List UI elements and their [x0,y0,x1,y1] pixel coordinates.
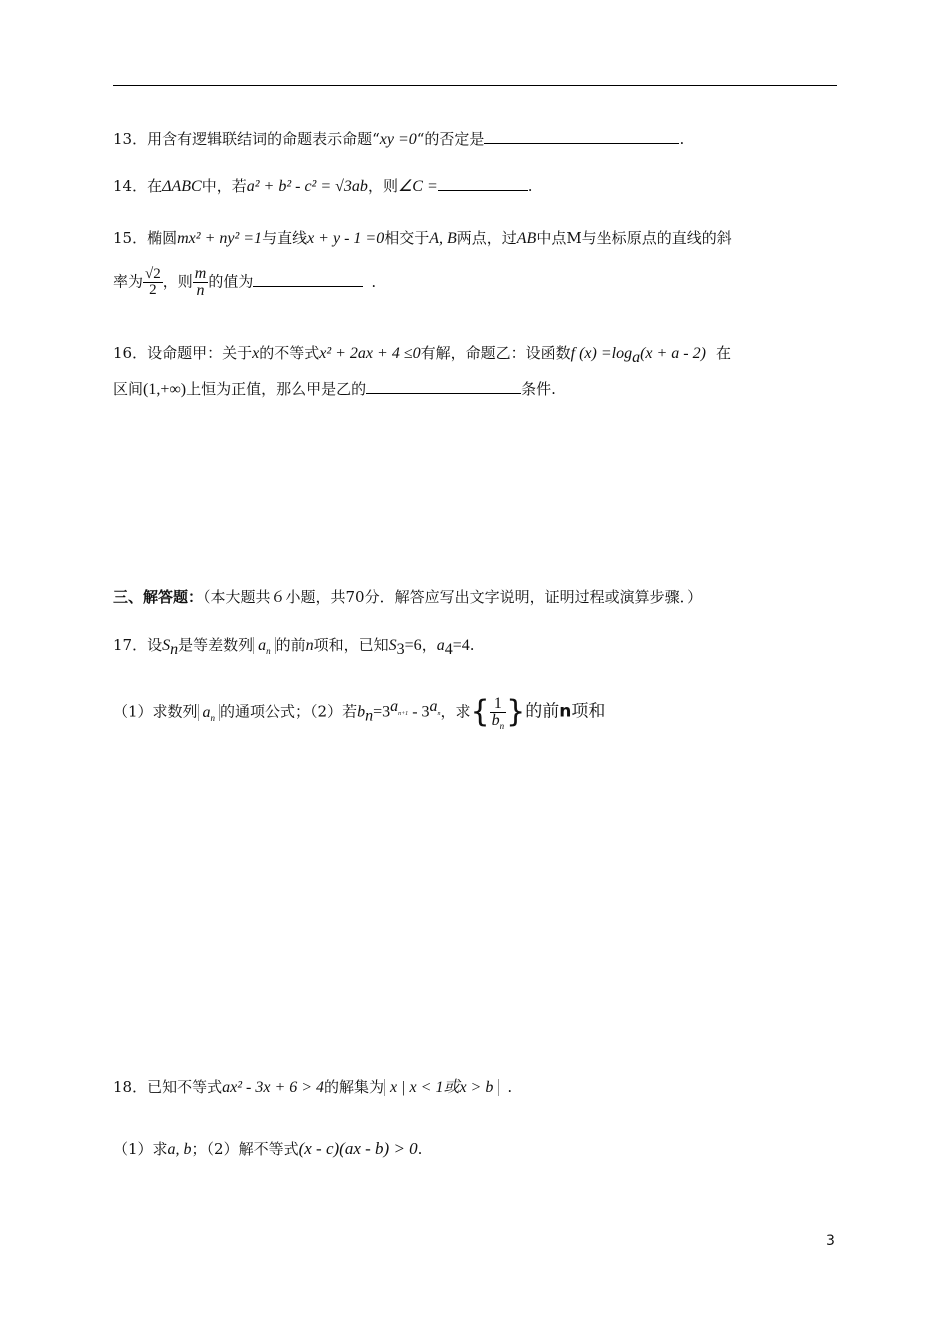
q17-part1: （1）求数列 [113,702,198,721]
q13-answer-blank[interactable] [484,142,679,144]
q17-text3: 的前 [275,636,306,654]
q18-number: 18． [113,1078,148,1096]
q17-sn: S [162,637,171,654]
q17-part3: 的前 [525,701,560,722]
q17-part2: ，求 [440,702,471,721]
question-18-line2 [113,1140,422,1158]
q17-text2: 是等差数列 [178,636,254,654]
q17-s3-value: =6 [404,637,422,654]
question-17-line1: 17．设$S_n$是等差数列 $a_n$ 的前n项和，已知$S_3=6$，$a_4=4$. [113,636,475,658]
q16-text1: 设命题甲：关于 [147,344,253,362]
q16-text6: 上恒为正值，那么甲是乙的 [186,380,367,398]
q17-a4: a [436,637,445,654]
question-17-line2: （1）求数列 $a_n$ 的通项公式；（2）若$b_n=3^{a_{n+1}} - 3^{a_n}$，求{ $\frac{1}{b_n}$ }的前n项和 [113,694,606,732]
q17-comma: ， [421,636,437,654]
section-3-title: 三、解答题： [113,588,204,606]
q18-part1: （1）求 [113,1140,168,1158]
q15-expr1: mx² + ny² =1 [177,230,263,247]
q17-part1b: 的通项公式；（2）若 [220,702,358,721]
q17-number: 17． [113,636,148,654]
q15-text3: 相交于 [384,229,430,247]
q16-expr1: x² + 2ax + 4 ≤0 [319,345,421,362]
q17-n-bold: n [559,701,572,722]
q15-text6: 率为 [113,272,144,291]
q17-n: n [305,637,314,654]
q18-text1: 已知不等式 [147,1078,223,1096]
q16-text7: 条件. [521,380,556,398]
question-13 [113,132,684,148]
q16-x: x [252,345,260,362]
q17-an-set: $a_n$ [253,637,276,654]
q16-expr2: f (x) =log [570,345,633,362]
q17-end: . [469,636,475,654]
q15-end: . [371,272,377,291]
q15-slope-num: √2 [145,266,161,282]
q17-an-2: a [202,703,211,721]
q17-bn-expr: =3 [373,703,391,721]
q18-inequality: (x - c)(ax - b) > 0 [298,1139,418,1158]
q13-expr: xy =0 [379,131,417,148]
q18-end: . [507,1078,513,1096]
q13-end: . [679,130,685,148]
q18-set: x | x < 1或x > b [384,1079,499,1096]
question-18-line1 [113,1080,512,1096]
q17-a4-value: =4 [452,637,470,654]
q15-text8: 的值为 [208,272,254,291]
q15-points: A, B [429,230,457,247]
q15-text2: 与直线 [262,229,308,247]
q15-expr2: x + y - 1 =0 [307,230,385,247]
q15-text1: 椭圆 [147,229,178,247]
q15-text7: ，则 [162,272,193,291]
q14-triangle: ΔABC [162,178,202,195]
q16-text5: 区间 [113,380,144,398]
q16-answer-blank[interactable] [366,392,521,394]
q15-text5: 中点M与坐标原点的直线的斜 [536,229,732,247]
q16-interval: (1,+∞) [143,381,187,398]
q14-text2: 中，若 [201,177,247,195]
q15-text4: 两点，过 [456,229,517,247]
q15-mn-den: n [193,282,209,299]
q14-answer-blank[interactable] [438,189,528,191]
question-15-line2 [113,266,376,299]
q15-slope-fraction [143,267,163,298]
q14-text1: 在 [147,177,163,195]
question-14 [113,179,533,195]
page-number: 3 [826,1233,835,1249]
q14-expr: a² + b² - c² = √3ab [246,178,368,195]
section-3-desc: （本大题共６小题，共70分．解答应写出文字说明，证明过程或演算步骤．） [203,588,703,606]
question-16-line2 [113,382,556,398]
q13-text1: 用含有逻辑联结词的命题表示命题“ [147,130,380,148]
q16-text3: 有解，命题乙：设函数 [420,344,571,362]
q16-text2: 的不等式 [259,344,320,362]
q15-slope-den: 2 [143,282,163,298]
q15-ab: AB [516,230,537,247]
q15-mn-num: m [194,265,207,282]
q17-an: a [258,637,267,654]
section-3-heading [113,590,702,605]
q18-part2: ；（2）解不等式 [191,1140,299,1158]
q17-bn: b [357,703,366,721]
question-15-line1 [113,231,732,247]
q14-angle: ∠C = [397,178,438,195]
q17-s3: S [388,637,397,654]
q15-number: 15． [113,229,148,247]
q16-log-base: a [632,349,641,366]
q14-text3: ，则 [367,177,398,195]
q16-text4: 在 [715,344,731,362]
q17-bn-den: $b_n$ [491,712,505,732]
q18-end2: . [417,1140,423,1158]
q18-ab: a, b [167,1141,192,1158]
q18-text2: 的解集为 [324,1078,385,1096]
q17-reciprocal-fraction [490,695,507,732]
q16-number: 16． [113,344,148,362]
q17-an-set-2: $a_n$ [198,704,221,721]
question-16-line1 [113,344,731,366]
q15-mn-fraction [193,266,209,299]
q17-one: 1 [493,695,502,712]
q14-end: . [527,177,533,195]
q17-text4: 项和，已知 [313,636,389,654]
q17-text1: 设 [147,636,163,654]
q16-expr3: (x + a - 2) [640,345,706,362]
q15-answer-blank[interactable] [253,285,363,287]
q18-expr: ax² - 3x + 6 > 4 [222,1079,325,1096]
header-rule [113,85,837,86]
q13-number: 13． [113,130,148,148]
q17-minus: - 3 [408,703,430,721]
q17-part4: 项和 [571,701,606,722]
q14-number: 14． [113,177,148,195]
q13-text2: “的否定是 [416,130,485,148]
